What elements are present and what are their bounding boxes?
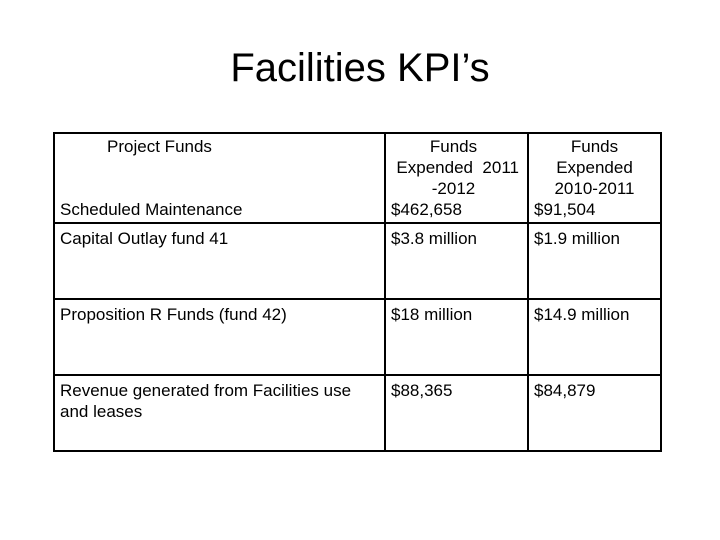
column-header-2011-2012-line2: Expended 2011 [396, 158, 519, 177]
row-label: Capital Outlay fund 41 [54, 223, 385, 299]
kpi-table [53, 132, 662, 452]
value-2011-2012: $3.8 million [385, 223, 528, 299]
table-row [54, 133, 661, 223]
value-2010-2011: $91,504 [534, 200, 596, 219]
row-label: Scheduled Maintenance [60, 200, 243, 219]
column-header-2011-2012-line1: Funds [429, 137, 478, 156]
row-label-line1: Revenue generated from Facilities use [60, 381, 352, 400]
value-2010-2011: $1.9 million [528, 223, 661, 299]
value-2010-2011: $84,879 [528, 375, 661, 451]
value-2010-2011: $14.9 million [528, 299, 661, 375]
column-header-project-funds: Project Funds [107, 137, 212, 156]
table-row [54, 375, 661, 451]
row-label-cell [54, 375, 385, 451]
column-header-2010-2011-line2: Expended [556, 158, 633, 177]
row-label-line2: and leases [60, 402, 143, 421]
row-label: Proposition R Funds (fund 42) [54, 299, 385, 375]
value-2011-2012: $88,365 [385, 375, 528, 451]
row-label-cell [54, 133, 385, 223]
value-2011-2012: $462,658 [391, 200, 462, 219]
column-header-2010-2011-line3: 2010-2011 [554, 179, 635, 198]
column-header-2010-2011-line1: Funds [570, 137, 619, 156]
table-row [54, 223, 661, 299]
value-cell [528, 133, 661, 223]
column-header-2011-2012-line3: -2012 [431, 179, 476, 198]
table-row [54, 299, 661, 375]
value-2011-2012: $18 million [385, 299, 528, 375]
slide-title: Facilities KPI’s [230, 46, 490, 90]
value-cell [385, 133, 528, 223]
